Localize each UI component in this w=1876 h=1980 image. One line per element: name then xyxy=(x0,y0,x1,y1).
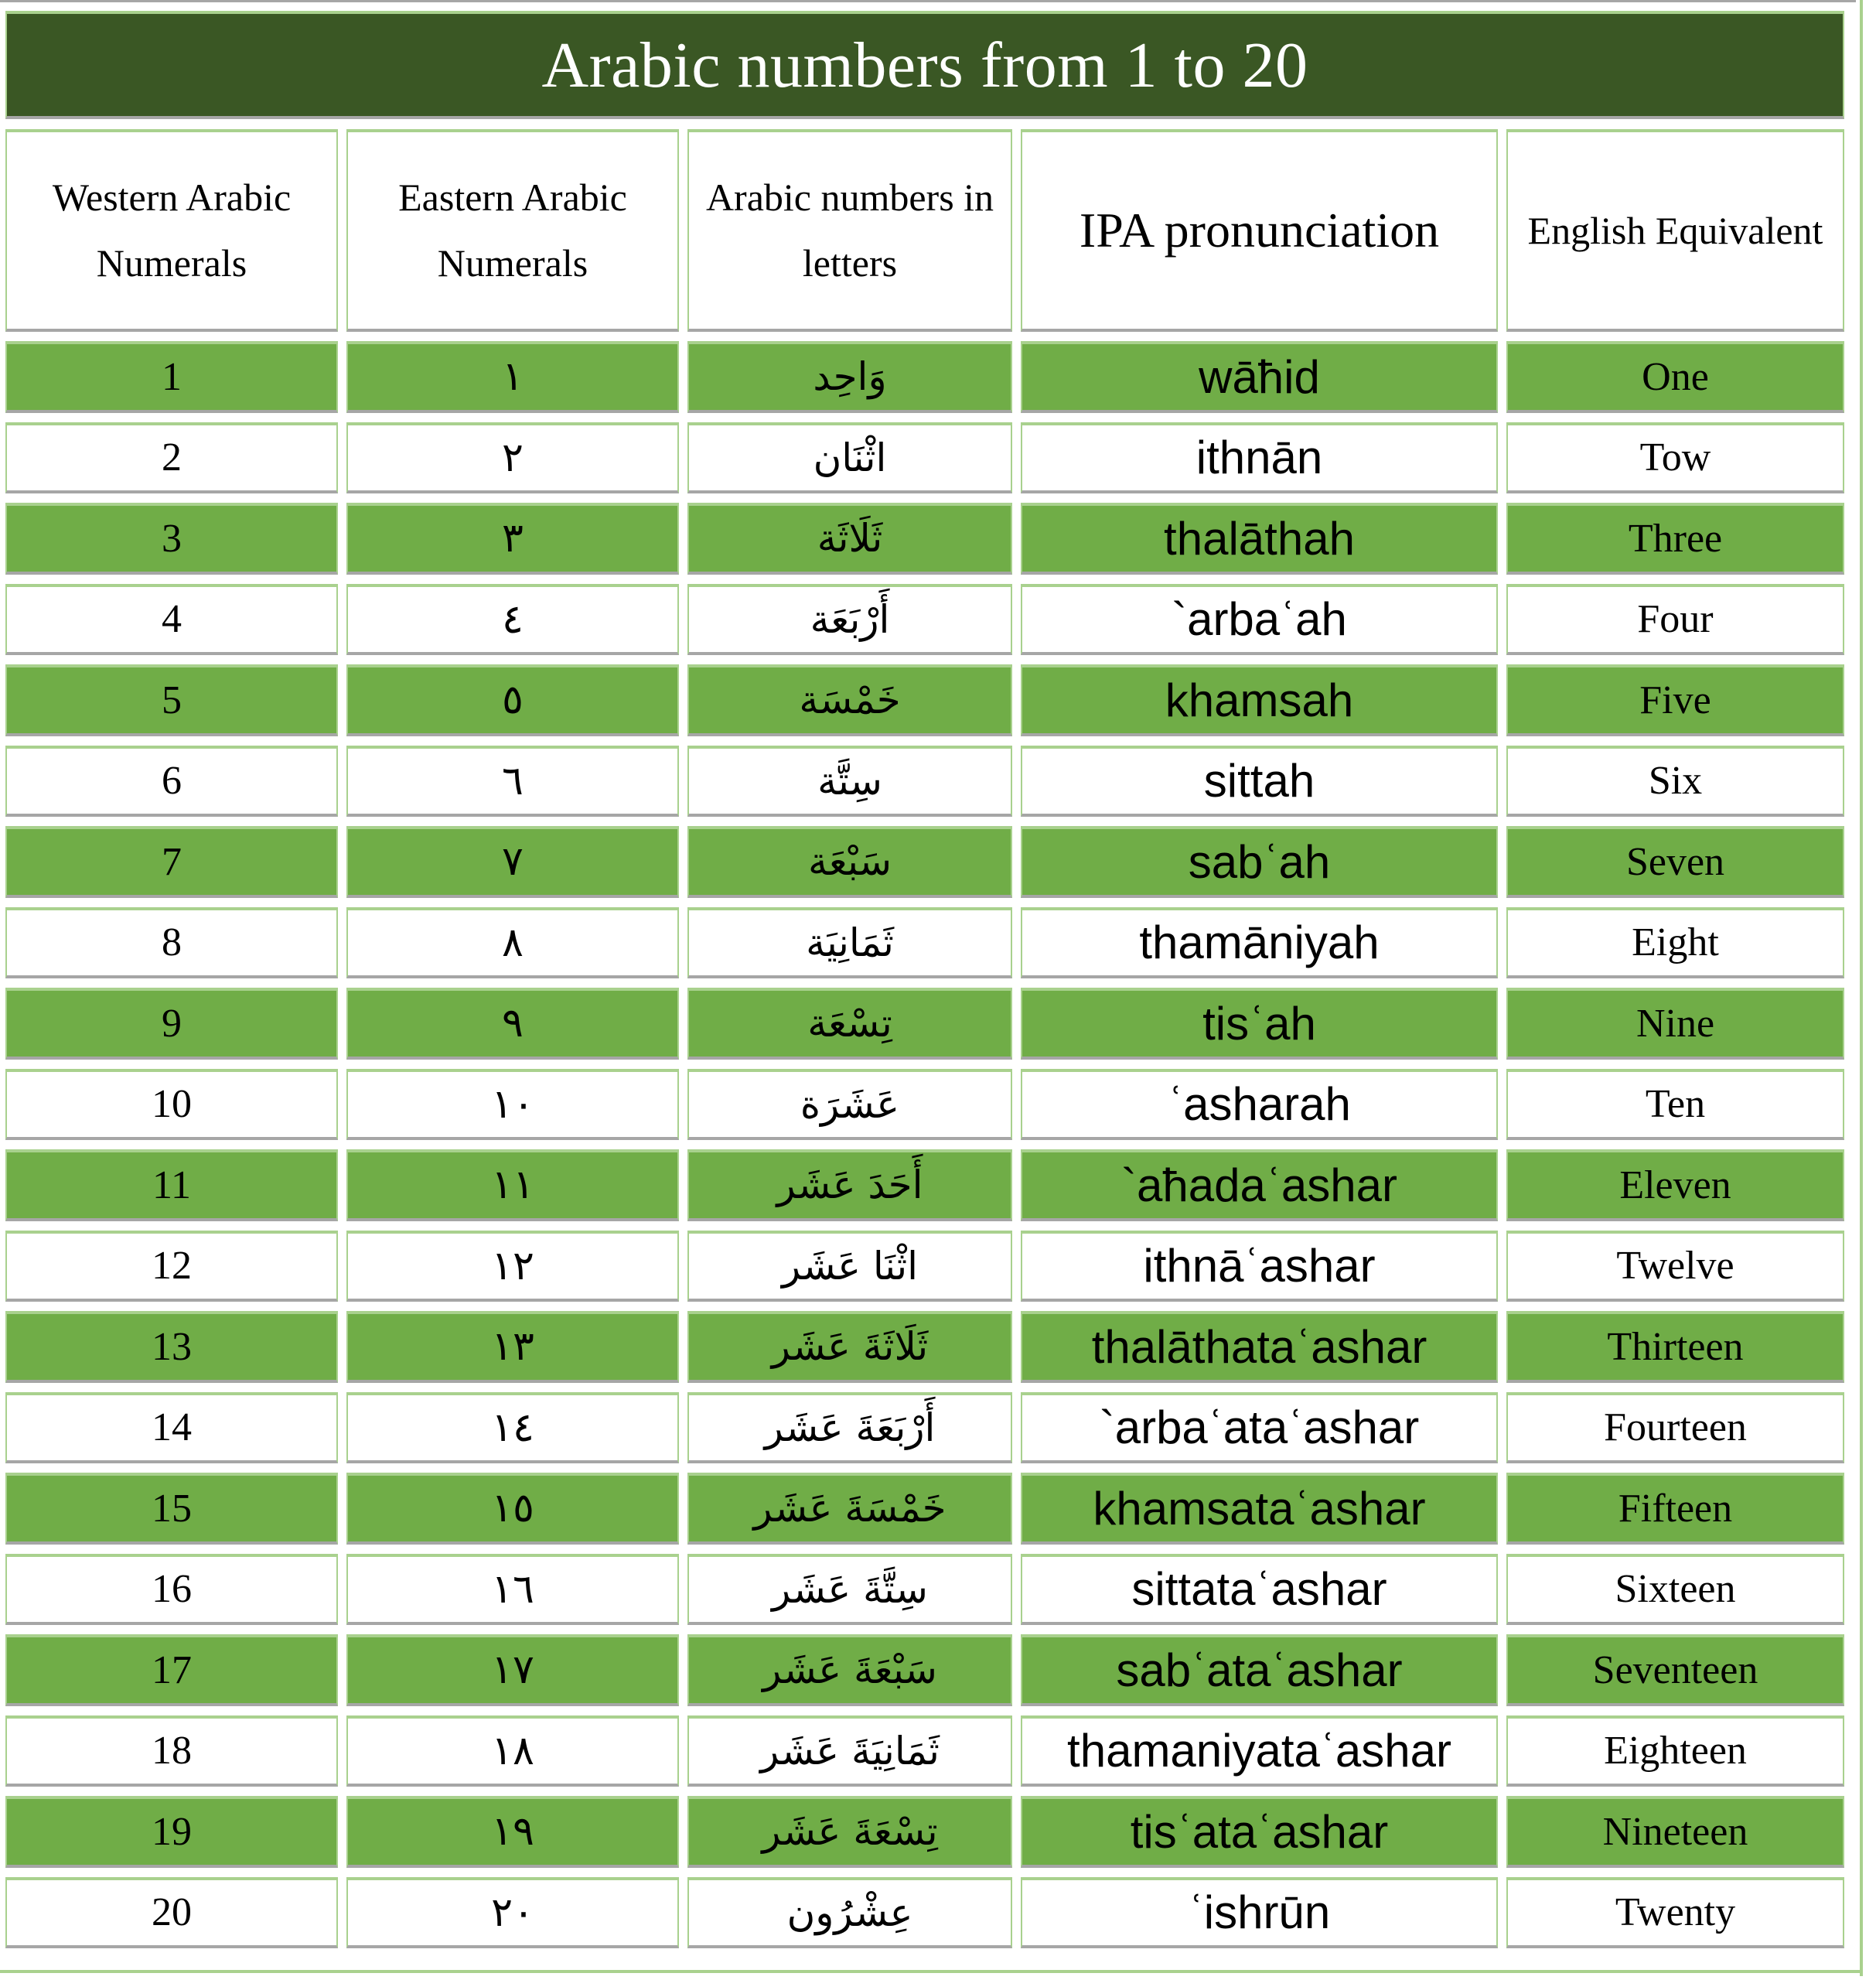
western-numeral-cell: 16 xyxy=(5,1554,338,1626)
english-equivalent-cell: Four xyxy=(1506,584,1844,656)
western-numeral-cell: 1 xyxy=(5,341,338,413)
english-equivalent-cell: Tow xyxy=(1506,422,1844,494)
western-numeral-cell: 19 xyxy=(5,1796,338,1868)
eastern-numeral-cell: ٢ xyxy=(346,422,679,494)
western-numeral-cell: 2 xyxy=(5,422,338,494)
ipa-pronunciation-cell: thamāniyah xyxy=(1021,907,1498,979)
arabic-letters-cell: سَبْعَة xyxy=(687,826,1012,898)
western-numeral-cell: 8 xyxy=(5,907,338,979)
arabic-letters-cell: ثَلَاثَةَ عَشَر xyxy=(687,1311,1012,1383)
eastern-numeral-cell: ١٥ xyxy=(346,1473,679,1545)
eastern-numeral-cell: ٦ xyxy=(346,746,679,818)
western-numeral-cell: 5 xyxy=(5,664,338,736)
arabic-letters-cell: اثْنَان xyxy=(687,422,1012,494)
english-equivalent-cell: Sixteen xyxy=(1506,1554,1844,1626)
english-equivalent-cell: Three xyxy=(1506,503,1844,575)
english-equivalent-cell: One xyxy=(1506,341,1844,413)
ipa-pronunciation-cell: `arbaʿataʿashar xyxy=(1021,1392,1498,1464)
ipa-pronunciation-cell: `aħadaʿashar xyxy=(1021,1149,1498,1221)
english-equivalent-cell: Seven xyxy=(1506,826,1844,898)
english-equivalent-cell: Ten xyxy=(1506,1069,1844,1141)
english-equivalent-cell: Fourteen xyxy=(1506,1392,1844,1464)
eastern-numeral-cell: ١٦ xyxy=(346,1554,679,1626)
arabic-letters-cell: ثَلَاثَة xyxy=(687,503,1012,575)
ipa-pronunciation-cell: sittah xyxy=(1021,746,1498,818)
ipa-pronunciation-cell: `arbaʿah xyxy=(1021,584,1498,656)
english-equivalent-cell: Eleven xyxy=(1506,1149,1844,1221)
ipa-pronunciation-cell: thamaniyataʿashar xyxy=(1021,1715,1498,1787)
english-equivalent-cell: Thirteen xyxy=(1506,1311,1844,1383)
header-arabic-letters: Arabic numbers in letters xyxy=(687,129,1012,332)
right-border xyxy=(1860,0,1863,1976)
english-equivalent-cell: Twenty xyxy=(1506,1877,1844,1949)
header-ipa-pronunciation: IPA pronunciation xyxy=(1021,129,1498,332)
header-eastern-numerals: Eastern Arabic Numerals xyxy=(346,129,679,332)
eastern-numeral-cell: ١١ xyxy=(346,1149,679,1221)
eastern-numeral-cell: ١٠ xyxy=(346,1069,679,1141)
arabic-letters-cell: سَبْعَةَ عَشَر xyxy=(687,1634,1012,1706)
arabic-letters-cell: خَمْسَة xyxy=(687,664,1012,736)
western-numeral-cell: 13 xyxy=(5,1311,338,1383)
numbers-table xyxy=(5,129,1844,1948)
english-equivalent-cell: Nineteen xyxy=(1506,1796,1844,1868)
eastern-numeral-cell: ٨ xyxy=(346,907,679,979)
ipa-pronunciation-cell: thalāthah xyxy=(1021,503,1498,575)
ipa-pronunciation-cell: ithnāʿashar xyxy=(1021,1231,1498,1302)
ipa-pronunciation-cell: thalāthataʿashar xyxy=(1021,1311,1498,1383)
western-numeral-cell: 14 xyxy=(5,1392,338,1464)
eastern-numeral-cell: ١ xyxy=(346,341,679,413)
eastern-numeral-cell: ١٨ xyxy=(346,1715,679,1787)
western-numeral-cell: 18 xyxy=(5,1715,338,1787)
western-numeral-cell: 7 xyxy=(5,826,338,898)
eastern-numeral-cell: ١٩ xyxy=(346,1796,679,1868)
eastern-numeral-cell: ٩ xyxy=(346,988,679,1060)
western-numeral-cell: 15 xyxy=(5,1473,338,1545)
arabic-letters-cell: أَحَدَ عَشَر xyxy=(687,1149,1012,1221)
eastern-numeral-cell: ٢٠ xyxy=(346,1877,679,1949)
arabic-letters-cell: اثْنَا عَشَر xyxy=(687,1231,1012,1302)
arabic-letters-cell: عِشْرُون xyxy=(687,1877,1012,1949)
arabic-letters-cell: وَاحِد xyxy=(687,341,1012,413)
ipa-pronunciation-cell: khamsah xyxy=(1021,664,1498,736)
page-title: Arabic numbers from 1 to 20 xyxy=(5,11,1844,119)
arabic-letters-cell: تِسْعَةَ عَشَر xyxy=(687,1796,1012,1868)
arabic-letters-cell: ثَمَانِيَة xyxy=(687,907,1012,979)
ipa-pronunciation-cell: sabʿataʿashar xyxy=(1021,1634,1498,1706)
eastern-numeral-cell: ٥ xyxy=(346,664,679,736)
top-divider xyxy=(0,0,1856,2)
bottom-border xyxy=(0,1970,1863,1973)
english-equivalent-cell: Fifteen xyxy=(1506,1473,1844,1545)
english-equivalent-cell: Eighteen xyxy=(1506,1715,1844,1787)
arabic-letters-cell: ثَمَانِيَةَ عَشَر xyxy=(687,1715,1012,1787)
ipa-pronunciation-cell: tisʿah xyxy=(1021,988,1498,1060)
ipa-pronunciation-cell: sabʿah xyxy=(1021,826,1498,898)
english-equivalent-cell: Seventeen xyxy=(1506,1634,1844,1706)
western-numeral-cell: 4 xyxy=(5,584,338,656)
english-equivalent-cell: Twelve xyxy=(1506,1231,1844,1302)
arabic-letters-cell: أَرْبَعَةَ عَشَر xyxy=(687,1392,1012,1464)
western-numeral-cell: 11 xyxy=(5,1149,338,1221)
western-numeral-cell: 3 xyxy=(5,503,338,575)
english-equivalent-cell: Six xyxy=(1506,746,1844,818)
eastern-numeral-cell: ١٣ xyxy=(346,1311,679,1383)
ipa-pronunciation-cell: sittataʿashar xyxy=(1021,1554,1498,1626)
ipa-pronunciation-cell: tisʿataʿashar xyxy=(1021,1796,1498,1868)
western-numeral-cell: 6 xyxy=(5,746,338,818)
arabic-letters-cell: أَرْبَعَة xyxy=(687,584,1012,656)
english-equivalent-cell: Five xyxy=(1506,664,1844,736)
eastern-numeral-cell: ٣ xyxy=(346,503,679,575)
ipa-pronunciation-cell: ʿasharah xyxy=(1021,1069,1498,1141)
ipa-pronunciation-cell: ithnān xyxy=(1021,422,1498,494)
ipa-pronunciation-cell: khamsataʿashar xyxy=(1021,1473,1498,1545)
western-numeral-cell: 20 xyxy=(5,1877,338,1949)
arabic-letters-cell: تِسْعَة xyxy=(687,988,1012,1060)
western-numeral-cell: 10 xyxy=(5,1069,338,1141)
header-english-equivalent: English Equivalent xyxy=(1506,129,1844,332)
western-numeral-cell: 9 xyxy=(5,988,338,1060)
eastern-numeral-cell: ١٧ xyxy=(346,1634,679,1706)
english-equivalent-cell: Nine xyxy=(1506,988,1844,1060)
arabic-letters-cell: سِتَّة xyxy=(687,746,1012,818)
arabic-letters-cell: عَشَرَة xyxy=(687,1069,1012,1141)
eastern-numeral-cell: ٤ xyxy=(346,584,679,656)
english-equivalent-cell: Eight xyxy=(1506,907,1844,979)
western-numeral-cell: 17 xyxy=(5,1634,338,1706)
western-numeral-cell: 12 xyxy=(5,1231,338,1302)
arabic-letters-cell: خَمْسَةَ عَشَر xyxy=(687,1473,1012,1545)
eastern-numeral-cell: ١٤ xyxy=(346,1392,679,1464)
eastern-numeral-cell: ١٢ xyxy=(346,1231,679,1302)
arabic-letters-cell: سِتَّةَ عَشَر xyxy=(687,1554,1012,1626)
ipa-pronunciation-cell: ʿishrūn xyxy=(1021,1877,1498,1949)
ipa-pronunciation-cell: wāħid xyxy=(1021,341,1498,413)
header-western-numerals: Western Arabic Numerals xyxy=(5,129,338,332)
eastern-numeral-cell: ٧ xyxy=(346,826,679,898)
